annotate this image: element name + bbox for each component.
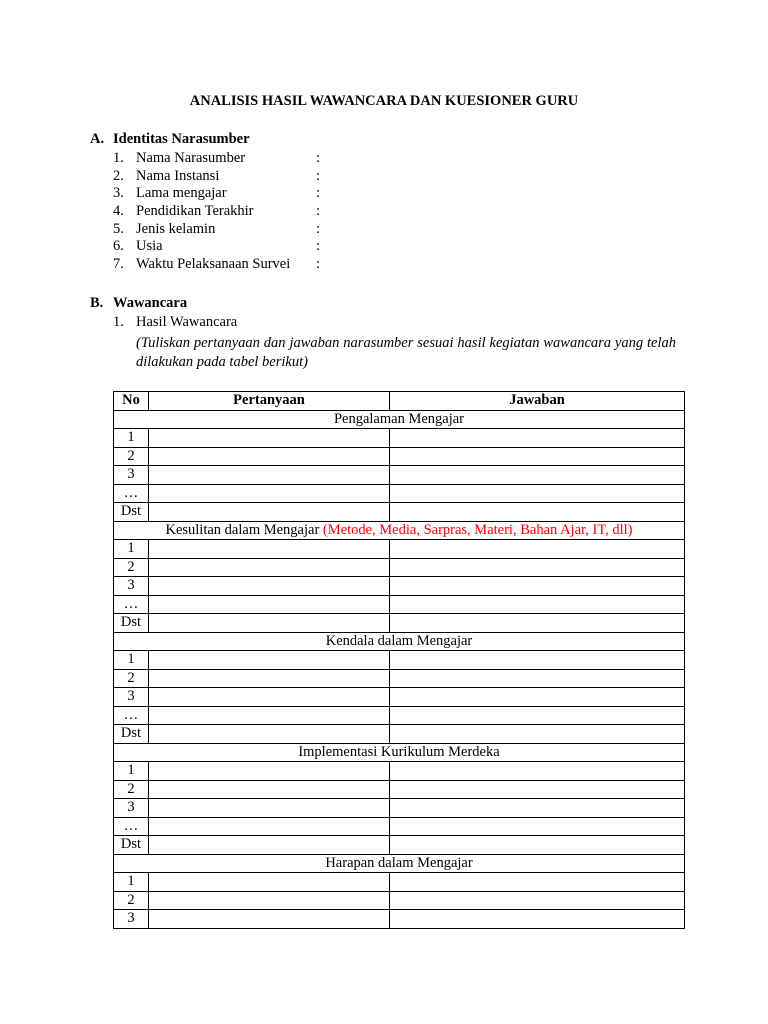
question-cell[interactable] xyxy=(149,577,390,596)
header-question: Pertanyaan xyxy=(149,392,390,411)
sub-item-number: 1. xyxy=(113,314,124,330)
identity-item-number: 2. xyxy=(113,167,124,184)
group-title-cell xyxy=(114,632,685,651)
identity-item-colon[interactable]: : xyxy=(316,203,321,220)
answer-cell[interactable] xyxy=(390,558,685,577)
row-number: 3 xyxy=(114,799,149,818)
answer-cell[interactable] xyxy=(390,762,685,781)
header-no: No xyxy=(114,392,149,411)
group-note: (Metode, Media, Sarpras, Materi, Bahan Ajar, IT, dll) xyxy=(322,521,633,538)
row-number: 3 xyxy=(114,577,149,596)
row-number: 1 xyxy=(114,873,149,892)
table-row xyxy=(114,503,685,522)
identity-item-colon[interactable]: : xyxy=(316,185,321,202)
table-row xyxy=(114,669,685,688)
group-title-cell xyxy=(114,854,685,873)
question-cell[interactable] xyxy=(149,799,390,818)
question-cell[interactable] xyxy=(149,762,390,781)
question-cell[interactable] xyxy=(149,891,390,910)
row-number: 1 xyxy=(114,540,149,559)
table-row xyxy=(114,780,685,799)
table-row xyxy=(114,762,685,781)
answer-cell[interactable] xyxy=(390,706,685,725)
identity-item-label: Pendidikan Terakhir xyxy=(136,203,254,220)
table-row xyxy=(114,799,685,818)
answer-cell[interactable] xyxy=(390,503,685,522)
section-b-letter: B. xyxy=(90,295,104,311)
section-a-title: Identitas Narasumber xyxy=(113,131,250,147)
identity-item xyxy=(113,256,320,274)
sub-item-label: Hasil Wawancara xyxy=(136,314,238,330)
group-title: Kendala dalam Mengajar xyxy=(325,632,473,649)
question-cell[interactable] xyxy=(149,836,390,855)
answer-cell[interactable] xyxy=(390,817,685,836)
row-number: … xyxy=(114,706,149,725)
table-row xyxy=(114,540,685,559)
identity-item xyxy=(113,238,320,256)
answer-cell[interactable] xyxy=(390,540,685,559)
row-number: Dst xyxy=(114,503,149,522)
question-cell[interactable] xyxy=(149,614,390,633)
group-title-cell xyxy=(114,743,685,762)
table-row xyxy=(114,891,685,910)
identity-item-label: Jenis kelamin xyxy=(136,220,216,237)
row-number: … xyxy=(114,817,149,836)
row-number: 1 xyxy=(114,762,149,781)
question-cell[interactable] xyxy=(149,558,390,577)
identity-item-label: Nama Instansi xyxy=(136,167,220,184)
question-cell[interactable] xyxy=(149,910,390,929)
answer-cell[interactable] xyxy=(390,651,685,670)
group-title: Harapan dalam Mengajar xyxy=(325,854,473,871)
table-row xyxy=(114,484,685,503)
section-a-heading xyxy=(90,131,250,148)
interview-table xyxy=(113,391,685,929)
instruction-text: (Tuliskan pertanyaan dan jawaban narasumber sesuai hasil kegiatan wawancara yang telah dilakukan pada tabel berikut) xyxy=(136,335,676,370)
table-row xyxy=(114,836,685,855)
row-number: … xyxy=(114,595,149,614)
answer-cell[interactable] xyxy=(390,429,685,448)
table-row xyxy=(114,817,685,836)
group-title-cell xyxy=(114,521,685,540)
table-row xyxy=(114,595,685,614)
row-number: 2 xyxy=(114,669,149,688)
question-cell[interactable] xyxy=(149,688,390,707)
table-group-row xyxy=(114,743,685,762)
answer-cell[interactable] xyxy=(390,873,685,892)
answer-cell[interactable] xyxy=(390,595,685,614)
identity-item-label: Nama Narasumber xyxy=(136,150,246,166)
table-row xyxy=(114,873,685,892)
answer-cell[interactable] xyxy=(390,891,685,910)
table-row xyxy=(114,577,685,596)
question-cell[interactable] xyxy=(149,595,390,614)
identity-item xyxy=(113,221,320,239)
question-cell[interactable] xyxy=(149,429,390,448)
row-number: Dst xyxy=(114,836,149,855)
identity-item-colon[interactable]: : xyxy=(316,256,321,273)
group-title-cell xyxy=(114,410,685,429)
answer-cell[interactable] xyxy=(390,577,685,596)
question-cell[interactable] xyxy=(149,780,390,799)
answer-cell[interactable] xyxy=(390,688,685,707)
table-group-row xyxy=(114,854,685,873)
table-group-row xyxy=(114,521,685,540)
document-title: ANALISIS HASIL WAWANCARA DAN KUESIONER GURU xyxy=(189,93,579,109)
question-cell[interactable] xyxy=(149,651,390,670)
answer-cell[interactable] xyxy=(390,614,685,633)
section-b-heading xyxy=(90,295,187,312)
identity-item-number: 3. xyxy=(113,185,124,202)
group-title: Implementasi Kurikulum Merdeka xyxy=(298,743,500,760)
identity-item-colon[interactable]: : xyxy=(316,220,321,237)
answer-cell[interactable] xyxy=(390,836,685,855)
question-cell[interactable] xyxy=(149,484,390,503)
answer-cell[interactable] xyxy=(390,669,685,688)
row-number: … xyxy=(114,484,149,503)
answer-cell[interactable] xyxy=(390,447,685,466)
table-row xyxy=(114,558,685,577)
answer-cell[interactable] xyxy=(390,484,685,503)
question-cell[interactable] xyxy=(149,725,390,744)
identity-item-colon[interactable]: : xyxy=(316,167,321,184)
answer-cell[interactable] xyxy=(390,910,685,929)
row-number: 2 xyxy=(114,558,149,577)
answer-cell[interactable] xyxy=(390,466,685,485)
identity-item-colon[interactable]: : xyxy=(316,238,321,255)
answer-cell[interactable] xyxy=(390,799,685,818)
identity-item xyxy=(113,203,320,221)
row-number: 1 xyxy=(114,429,149,448)
identity-item-number: 7. xyxy=(113,256,124,273)
question-cell[interactable] xyxy=(149,540,390,559)
table-row xyxy=(114,725,685,744)
table-row xyxy=(114,466,685,485)
row-number: 3 xyxy=(114,688,149,707)
identity-item xyxy=(113,168,320,186)
question-cell[interactable] xyxy=(149,706,390,725)
question-cell[interactable] xyxy=(149,503,390,522)
identity-item-label: Waktu Pelaksanaan Survei xyxy=(136,256,291,273)
answer-cell[interactable] xyxy=(390,780,685,799)
table-row xyxy=(114,706,685,725)
table-group-row xyxy=(114,410,685,429)
table-row xyxy=(114,688,685,707)
table-row xyxy=(114,614,685,633)
identity-item-number: 4. xyxy=(113,203,124,220)
group-title: Kesulitan dalam Mengajar xyxy=(165,521,323,538)
table-group-row xyxy=(114,632,685,651)
identity-item-number: 5. xyxy=(113,220,124,237)
question-cell[interactable] xyxy=(149,669,390,688)
row-number: 2 xyxy=(114,891,149,910)
identity-item xyxy=(113,185,320,203)
question-cell[interactable] xyxy=(149,873,390,892)
question-cell[interactable] xyxy=(149,817,390,836)
identity-item-label: Usia xyxy=(136,238,163,255)
identity-item-label: Lama mengajar xyxy=(136,185,227,202)
table-header-row xyxy=(114,392,685,411)
identity-item-number: 6. xyxy=(113,238,124,255)
question-cell[interactable] xyxy=(149,466,390,485)
row-number: 3 xyxy=(114,466,149,485)
identity-item-colon[interactable]: : xyxy=(316,150,321,166)
answer-cell[interactable] xyxy=(390,725,685,744)
group-title: Pengalaman Mengajar xyxy=(333,410,465,427)
row-number: 1 xyxy=(114,651,149,670)
row-number: 3 xyxy=(114,910,149,929)
header-answer: Jawaban xyxy=(390,392,685,411)
table-row xyxy=(114,910,685,929)
row-number: Dst xyxy=(114,725,149,744)
row-number: 2 xyxy=(114,447,149,466)
section-a-letter: A. xyxy=(90,131,105,147)
section-b-subitem xyxy=(113,314,237,332)
identity-item-number: 1. xyxy=(113,150,124,166)
identity-list xyxy=(113,150,320,274)
table-row xyxy=(114,447,685,466)
row-number: 2 xyxy=(114,780,149,799)
row-number: Dst xyxy=(114,614,149,633)
identity-item xyxy=(113,150,320,168)
question-cell[interactable] xyxy=(149,447,390,466)
table-row xyxy=(114,651,685,670)
section-b-title: Wawancara xyxy=(113,295,188,311)
table-row xyxy=(114,429,685,448)
